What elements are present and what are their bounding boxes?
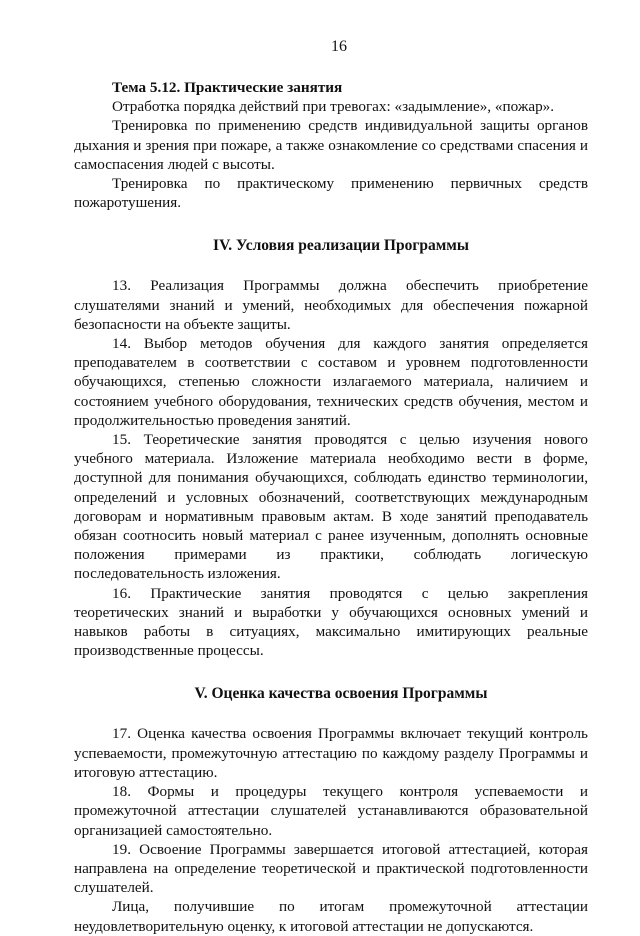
section-heading-v: V. Оценка качества освоения Программы bbox=[194, 685, 488, 703]
section-iv-body bbox=[74, 276, 588, 660]
section-v-body bbox=[74, 724, 588, 935]
topic-paragraph: Тренировка по применению средств индивидуальной защиты органов дыхания и зрения при пожаре, а также ознакомление со средствами спасения и самоспасения людей с высоты. bbox=[74, 117, 588, 173]
paragraph-failed-attestation: Лица, получившие по итогам промежуточной аттестации неудовлетворительную оценку, к итоговой аттестации не допускаются. bbox=[74, 898, 588, 935]
paragraph-17: 17. Оценка качества освоения Программы включает текущий контроль успеваемости, промежуточную аттестацию по каждому разделу Программы и итоговую аттестацию. bbox=[74, 725, 588, 781]
topic-paragraph: Тренировка по практическому применению первичных средств пожаротушения. bbox=[74, 175, 588, 212]
paragraph-14: 14. Выбор методов обучения для каждого занятия определяется преподавателем в соответствии с составом и уровнем подготовленности обучающихся, степенью сложности излагаемого материала, наличием и состоянием учебного оборудования, технических средств обучения, местом и продолжительностью проведения занятий. bbox=[74, 335, 588, 429]
section-heading-iv: IV. Условия реализации Программы bbox=[213, 237, 469, 255]
topic-paragraph: Отработка порядка действий при тревогах: «задымление», «пожар». bbox=[112, 98, 555, 116]
page-number: 16 bbox=[331, 38, 347, 55]
topic-title: Тема 5.12. Практические занятия bbox=[112, 79, 343, 96]
paragraph-13: 13. Реализация Программы должна обеспечить приобретение слушателями знаний и умений, необходимых для обеспечения пожарной безопасности на объекте защиты. bbox=[74, 277, 588, 333]
paragraph-15: 15. Теоретические занятия проводятся с целью изучения нового учебного материала. Изложение материала необходимо вести в форме, доступной для понимания обучающихся, соблюдать единство терминологии, определений и условных обозначений, соответствующих международным договорам и нормативным правовым актам. В ходе занятий преподаватель обязан соотносить новый материал с ранее изученным, дополнять основные положения примерами из практики, соблюдать логическую последовательность изложения. bbox=[74, 431, 588, 583]
paragraph-18: 18. Формы и процедуры текущего контроля успеваемости и промежуточной аттестации слушателей устанавливаются образовательной организацией самостоятельно. bbox=[74, 783, 588, 839]
paragraph-19: 19. Освоение Программы завершается итоговой аттестацией, которая направлена на определение теоретической и практической подготовленности слушателей. bbox=[74, 840, 588, 897]
topic-block bbox=[74, 78, 588, 212]
paragraph-16: 16. Практические занятия проводятся с целью закрепления теоретических знаний и выработки у обучающихся основных умений и навыков работы в ситуациях, максимально имитирующих реальные производственные процессы. bbox=[74, 584, 588, 660]
